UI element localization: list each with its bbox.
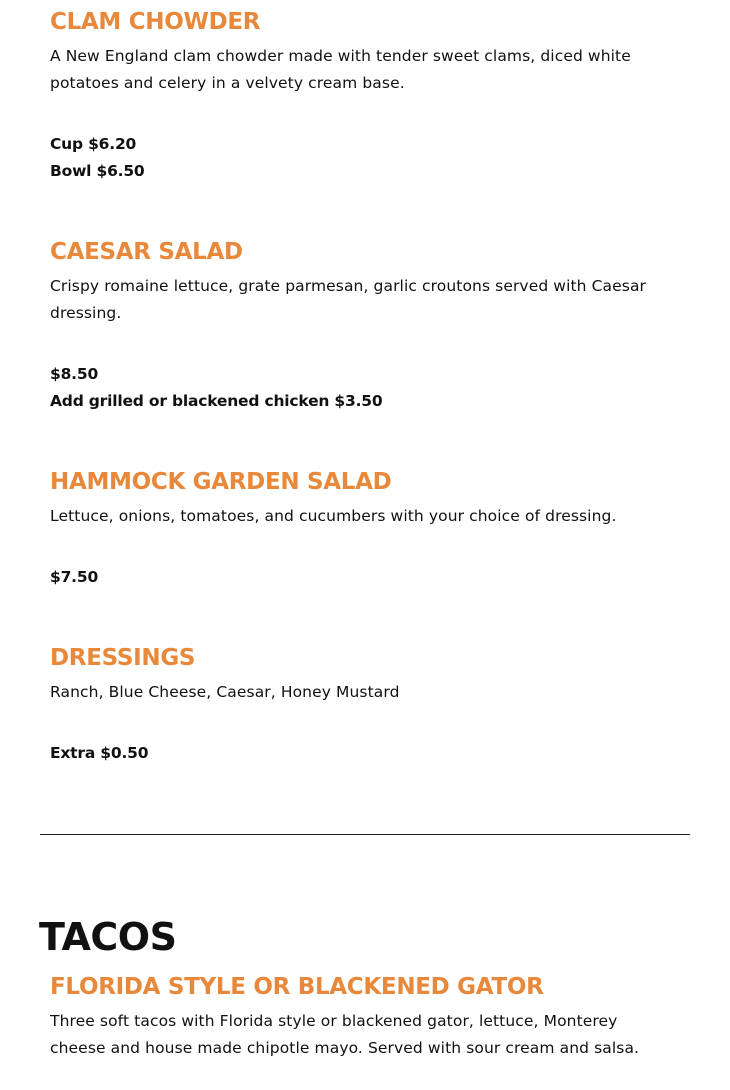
- item-price: $8.50: [50, 365, 99, 383]
- item-description: Three soft tacos with Florida style or blackened gator, lettuce, Monterey cheese and house made chipotle mayo. Served with sour cream and salsa.: [50, 1012, 640, 1057]
- item-description: Ranch, Blue Cheese, Caesar, Honey Mustard: [50, 683, 400, 701]
- item-description: Crispy romaine lettuce, grate parmesan, garlic croutons served with Caesar dressing.: [50, 277, 647, 322]
- menu-item-caesar-salad: [50, 238, 670, 415]
- menu-item-clam-chowder: [50, 8, 670, 185]
- item-title: FLORIDA STYLE OR BLACKENED GATOR: [50, 974, 544, 1000]
- item-title: CAESAR SALAD: [50, 239, 243, 265]
- item-price-addon: Add grilled or blackened chicken $3.50: [50, 392, 383, 410]
- item-title: CLAM CHOWDER: [50, 9, 261, 35]
- menu-item-dressings: [50, 644, 670, 767]
- item-description: A New England clam chowder made with tender sweet clams, diced white potatoes and celery in a velvety cream base.: [50, 47, 631, 92]
- section-divider: [40, 834, 690, 835]
- item-price-cup: Cup $6.20: [50, 135, 137, 153]
- item-title: DRESSINGS: [50, 645, 196, 671]
- menu-item-hammock-garden-salad: [50, 468, 670, 591]
- menu-item-gator-tacos: [50, 973, 670, 1062]
- item-price-bowl: Bowl $6.50: [50, 162, 145, 180]
- item-price: $7.50: [50, 568, 99, 586]
- item-title: HAMMOCK GARDEN SALAD: [50, 469, 392, 495]
- item-price: Extra $0.50: [50, 744, 149, 762]
- item-description: Lettuce, onions, tomatoes, and cucumbers with your choice of dressing.: [50, 507, 617, 525]
- section-title-tacos: TACOS: [39, 915, 177, 959]
